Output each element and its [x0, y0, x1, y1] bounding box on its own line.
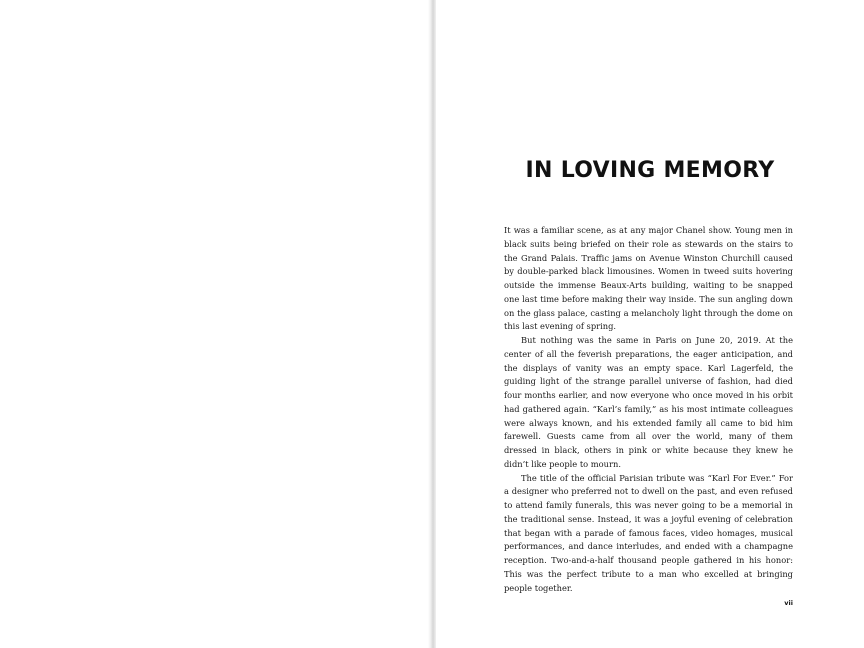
left-page-blank — [0, 0, 431, 648]
paragraph-3: The title of the official Parisian tribute was “Karl For Ever.” For a designer who preferred not to dwell on the past, and even refused to attend family funerals, this was never going to be a memorial in the traditional sense. Instead, it was a joyful evening of celebration that began with a parade of famous faces, video homages, musical performances, and dance interludes, and ended with a champagne reception. Two-and-a-half thousand people gathered in his honor: This was the perfect tribute to a man who excelled at bringing people together. — [504, 472, 793, 593]
body-text — [504, 224, 793, 595]
right-page — [436, 0, 864, 648]
paragraph-1: It was a familiar scene, as at any major Chanel show. Young men in black suits being briefed on their role as stewards on the stairs to the Grand Palais. Traffic jams on Avenue Winston Churchill caused by double-parked black limousines. Women in tweed suits hovering outside the immense Beaux-Arts building, waiting to be snapped one last time before making their way inside. The sun angling down on the glass palace, casting a melancholy light through the dome on this last evening of spring. — [504, 225, 793, 332]
chapter-title: IN LOVING MEMORY — [525, 158, 775, 183]
paragraph-2: But nothing was the same in Paris on June 20, 2019. At the center of all the feverish preparations, the eager anticipation, and the displays of vanity was an empty space. Karl Lagerfeld, the guiding light of the strange parallel universe of fashion, had died four months earlier, and now everyone who once moved in his orbit had gathered again. “Karl’s family,” as his most intimate colleagues were always known, and his extended family all came to bid him farewell. Guests came from all over the world, many of them dressed in black, others in pink or white because they knew he didn’t like people to mourn. — [504, 335, 793, 469]
page-number: vii — [784, 599, 793, 607]
